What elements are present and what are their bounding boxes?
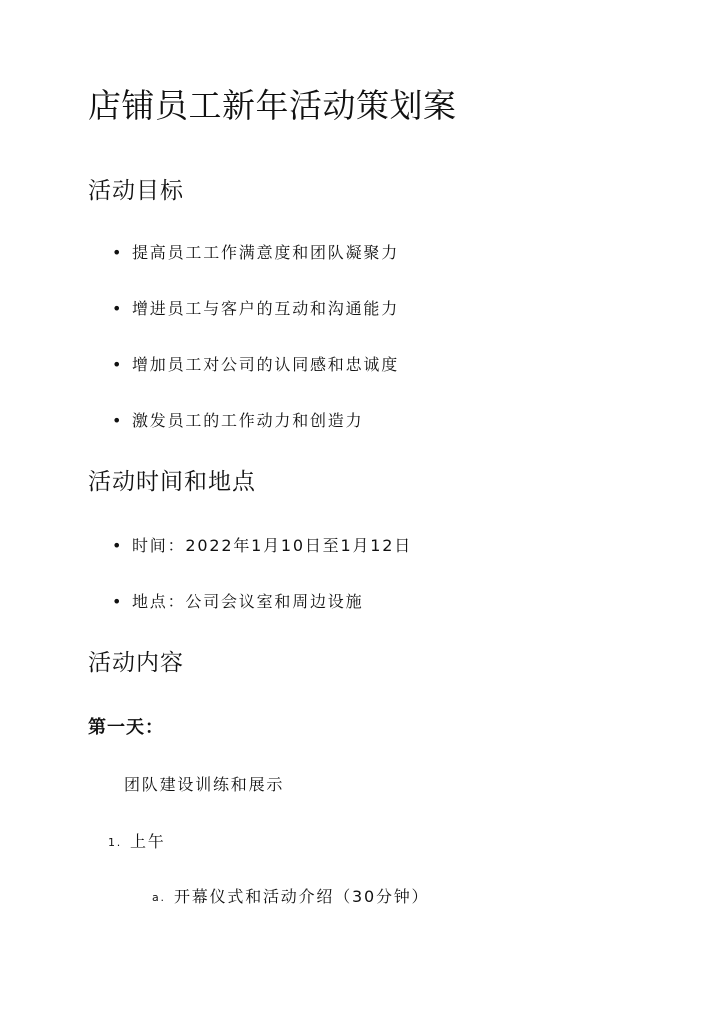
bullet-icon: •	[112, 536, 124, 555]
paragraph-text: 团队建设训练和展示	[124, 775, 285, 794]
list-item	[112, 242, 399, 264]
list-item	[112, 298, 399, 320]
bullet-icon: •	[112, 355, 124, 374]
list-item-text: 地点：公司会议室和周边设施	[132, 592, 364, 611]
list-letter-marker: a.	[152, 890, 166, 904]
list-item	[112, 410, 363, 432]
sub-list-item	[152, 886, 429, 909]
bullet-icon: •	[112, 592, 124, 611]
day-one-heading: 第一天：	[88, 717, 164, 738]
bullet-icon: •	[112, 243, 124, 262]
list-item-text: 时间：2022年1月10日至1月12日	[132, 536, 412, 555]
list-item-text: 增加员工对公司的认同感和忠诚度	[132, 355, 400, 374]
ordered-list-item-text: 上午	[130, 832, 166, 851]
bullet-icon: •	[112, 411, 124, 430]
section-heading-content: 活动内容	[88, 650, 184, 676]
list-item	[112, 354, 399, 376]
list-item-text: 提高员工工作满意度和团队凝聚力	[132, 243, 400, 262]
section-heading-goals: 活动目标	[88, 178, 184, 204]
ordered-list-item	[108, 831, 166, 854]
list-item-text: 激发员工的工作动力和创造力	[132, 411, 364, 430]
sub-list-item-text: 开幕仪式和活动介绍（30分钟）	[174, 887, 430, 906]
section-heading-time-place: 活动时间和地点	[88, 469, 256, 495]
list-item-text: 增进员工与客户的互动和沟通能力	[132, 299, 400, 318]
document-title: 店铺员工新年活动策划案	[88, 86, 457, 125]
list-number-marker: 1.	[108, 835, 123, 849]
bullet-icon: •	[112, 299, 124, 318]
list-item	[112, 591, 363, 613]
list-item	[112, 535, 412, 557]
